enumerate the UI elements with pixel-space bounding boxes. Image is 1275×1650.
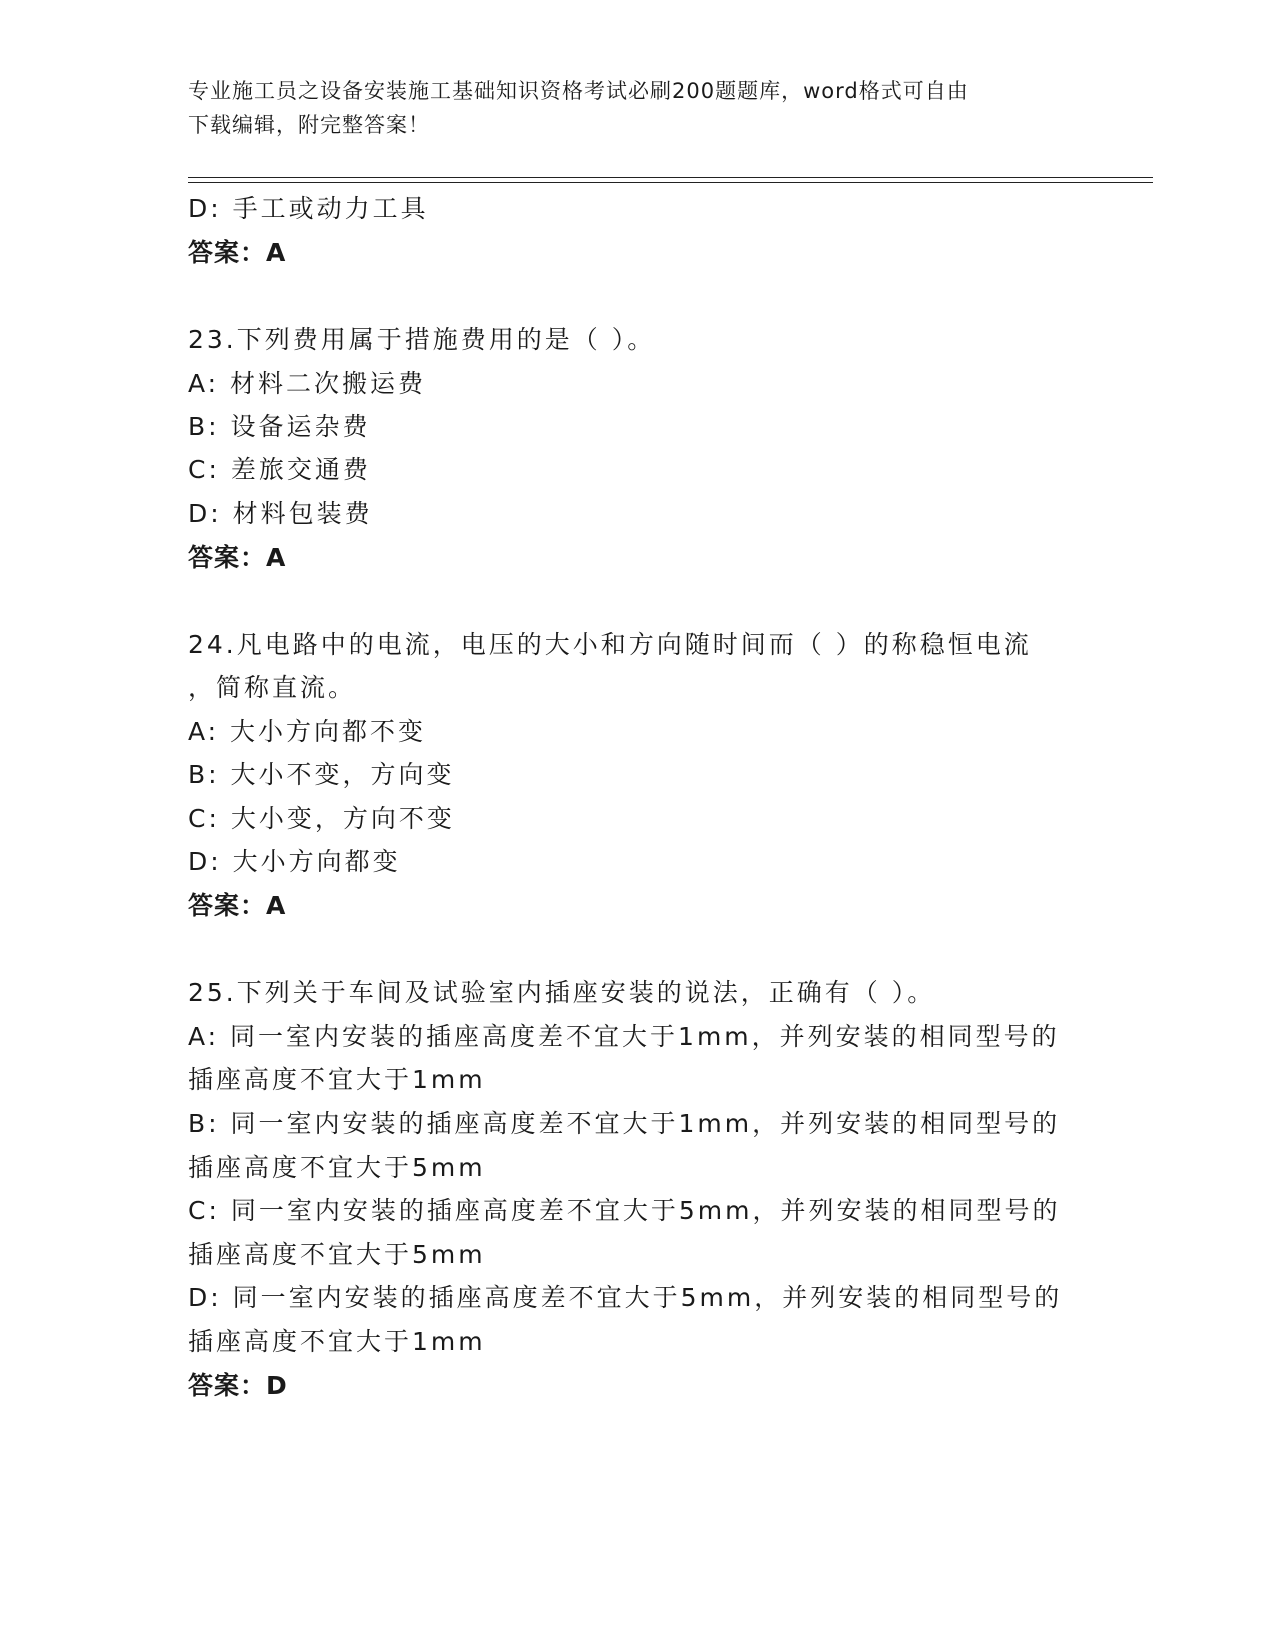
q25-option-d-line-2: 插座高度不宜大于1mm [188, 1327, 486, 1356]
q24-stem-line-1: 24.凡电路中的电流，电压的大小和方向随时间而（ ）的称稳恒电流 [188, 630, 1032, 659]
q24-option-b: B: 大小不变，方向变 [188, 760, 455, 789]
q23-option-d: D: 材料包装费 [188, 499, 373, 528]
q24-option-c: C: 大小变，方向不变 [188, 804, 455, 833]
q23-answer: 答案：A [188, 543, 287, 572]
q24-option-d: D: 大小方向都变 [188, 847, 401, 876]
q25-stem: 25.下列关于车间及试验室内插座安装的说法，正确有（ ）。 [188, 978, 936, 1007]
q23-option-a: A: 材料二次搬运费 [188, 369, 427, 398]
q24-option-a: A: 大小方向都不变 [188, 717, 427, 746]
q25-option-c-line-1: C: 同一室内安装的插座高度差不宜大于5mm，并列安装的相同型号的 [188, 1196, 1061, 1225]
header-line-1: 专业施工员之设备安装施工基础知识资格考试必刷200题题库，word格式可自由 [188, 79, 969, 103]
prev-answer: 答案：A [188, 238, 287, 267]
q24-answer: 答案：A [188, 891, 287, 920]
document-header [188, 74, 1088, 142]
q25-option-d-line-1: D: 同一室内安装的插座高度差不宜大于5mm，并列安装的相同型号的 [188, 1283, 1063, 1312]
header-divider-top [188, 177, 1153, 178]
q25-option-b-line-2: 插座高度不宜大于5mm [188, 1153, 486, 1182]
q23-stem: 23.下列费用属于措施费用的是（ ）。 [188, 325, 656, 354]
q23-option-c: C: 差旅交通费 [188, 455, 371, 484]
header-line-2: 下载编辑，附完整答案！ [188, 113, 430, 137]
q25-option-a-line-1: A: 同一室内安装的插座高度差不宜大于1mm，并列安装的相同型号的 [188, 1022, 1060, 1051]
q23-option-b: B: 设备运杂费 [188, 412, 371, 441]
q25-option-b-line-1: B: 同一室内安装的插座高度差不宜大于1mm，并列安装的相同型号的 [188, 1109, 1061, 1138]
q25-option-c-line-2: 插座高度不宜大于5mm [188, 1240, 486, 1269]
q25-answer: 答案：D [188, 1371, 288, 1400]
prev-option-d: D: 手工或动力工具 [188, 194, 429, 223]
header-divider-bottom [188, 182, 1153, 183]
q24-stem-line-2: ，简称直流。 [188, 673, 357, 702]
q25-option-a-line-2: 插座高度不宜大于1mm [188, 1065, 486, 1094]
